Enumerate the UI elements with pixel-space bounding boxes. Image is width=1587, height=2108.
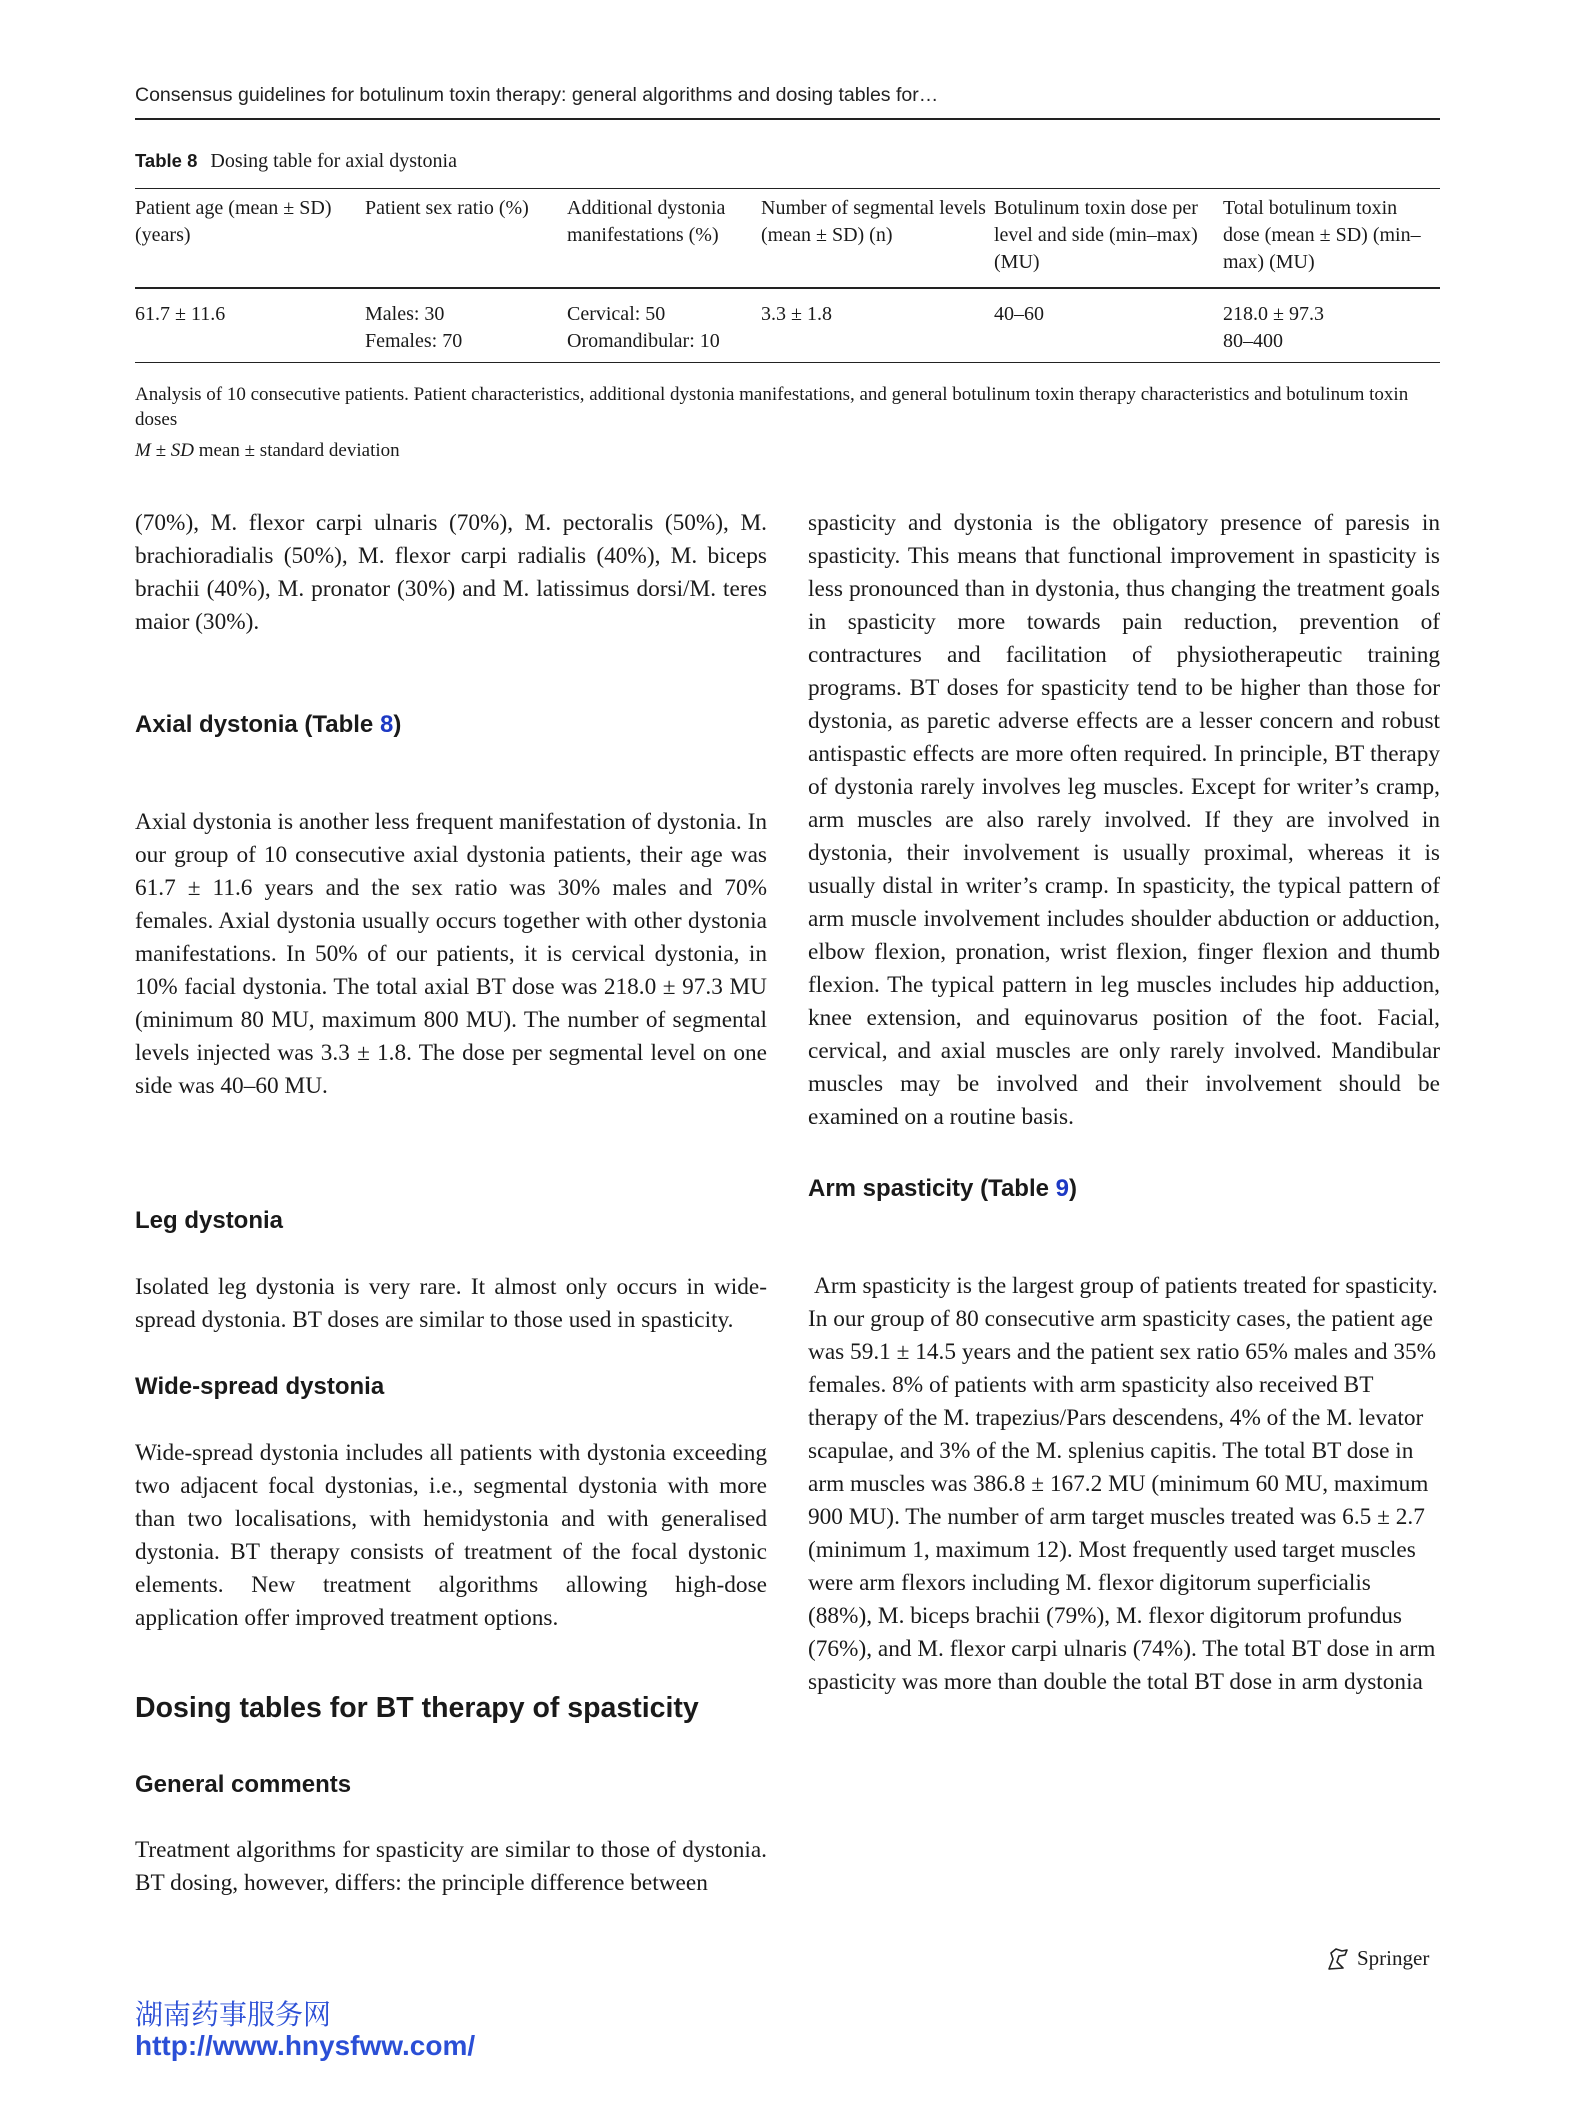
header-total-dose: Total botulinum toxin dose (mean ± SD) (min–max) (MU) xyxy=(1223,189,1440,289)
cell-sex xyxy=(365,288,567,363)
cell-sex-females: Females: 70 xyxy=(365,330,463,352)
table-9-link[interactable]: 9 xyxy=(1055,1175,1069,1202)
header-segmental-levels: Number of segmental levels (mean ± SD) (n) xyxy=(761,189,994,289)
heading-axial-text: Axial dystonia (Table xyxy=(135,711,380,738)
header-additional-manifestations: Additional dystonia manifestations (%) xyxy=(567,189,761,289)
cell-manif-cervical: Cervical: 50 xyxy=(567,303,666,325)
heading-arm-spasticity xyxy=(808,1172,1077,1205)
dosing-table xyxy=(135,188,1440,363)
heading-general-comments: General comments xyxy=(135,1771,352,1798)
cell-age-value: 61.7 ± 11.6 xyxy=(135,303,226,325)
header-patient-age: Patient age (mean ± SD) (years) xyxy=(135,189,365,289)
heading-axial-dystonia xyxy=(135,708,401,741)
heading-arm-close: ) xyxy=(1069,1175,1077,1202)
paragraph-arm-spasticity: Arm spasticity is the largest group of patients treated for spasticity. In our group of 80 consecutive arm spasticity cases, the patient age was 59.1 ± 14.5 years and the patient sex ratio 65% males and 35% females. 8% of patients with arm spasticity also received BT therapy of the M. trapezius/Pars descendens, 4% of the M. levator scapulae, and 3% of the M. splenius capitis. The total BT dose in arm muscles was 386.8 ± 167.2 MU (minimum 60 MU, maximum 900 MU). The number of arm target muscles treated was 6.5 ± 2.7 (minimum 1, maximum 12). Most frequently used target muscles were arm flexors including M. flexor digitorum superficialis (88%), M. biceps brachii (79%), M. flexor digitorum profundus (76%), and M. flexor carpi ulnaris (74%). The total BT dose in arm spasticity was more than double the total BT dose in arm dystonia xyxy=(808,1273,1438,1695)
cell-manif-oromandibular: Oromandibular: 10 xyxy=(567,330,720,352)
header-rule xyxy=(135,118,1440,120)
cell-dose-per-level-value: 40–60 xyxy=(994,303,1044,325)
abbreviation-term: M ± SD xyxy=(135,440,194,461)
springer-horse-icon xyxy=(1325,1947,1351,1971)
table-row xyxy=(135,288,1440,363)
table-footnote: Analysis of 10 consecutive patients. Patient characteristics, additional dystonia manifestations, and general botulinum toxin therapy characteristics and botulinum toxin doses xyxy=(135,384,1409,430)
paragraph-continued: (70%), M. flexor carpi ulnaris (70%), M. pectoralis (50%), M. brachioradialis (50%), M. flexor carpi radialis (40%), M. biceps brachii (40%), M. pronator (30%) and M. latissimus dorsi/M. teres maior (30%). xyxy=(135,510,767,635)
table-8-link[interactable]: 8 xyxy=(379,711,394,738)
publisher-logo xyxy=(1325,1946,1429,1971)
cell-manifestations xyxy=(567,288,761,363)
table-caption xyxy=(135,150,457,173)
paragraph-axial-dystonia: Axial dystonia is another less frequent manifestation of dystonia. In our group of 10 consecutive axial dystonia patients, their age was 61.7 ± 11.6 years and the sex ratio was 30% males and 70% females. Axial dystonia usually occurs together with other dystonia manifestations. In 50% of our patients, it is cervical dystonia, in 10% facial dystonia. The total axial BT dose was 218.0 ± 97.3 MU (minimum 80 MU, maximum 800 MU). The number of segmental levels injected was 3.3 ± 1.8. The dose per segmental level on one side was 40–60 MU. xyxy=(135,809,767,1099)
cell-total-dose xyxy=(1223,288,1440,363)
table-abbreviation xyxy=(135,440,400,462)
heading-leg-dystonia: Leg dystonia xyxy=(135,1207,284,1234)
abbreviation-definition: mean ± standard deviation xyxy=(198,440,400,461)
table-label: Table 8 xyxy=(135,150,198,171)
running-head: Consensus guidelines for botulinum toxin therapy: general algorithms and dosing tables for… xyxy=(135,84,939,106)
cell-total-range: 80–400 xyxy=(1223,330,1283,352)
paragraph-spasticity-vs-dystonia: spasticity and dystonia is the obligatory presence of paresis in spasticity. This means that functional improvement in spasticity is less pronounced than in dystonia, thus changing the treatment goals in spasticity more towards pain reduction, prevention of contractures and facilitation of physiotherapeutic training programs. BT doses for spasticity tend to be higher than those for dystonia, as paretic adverse effects are a lesser concern and robust antispastic effects are more often required. In principle, BT therapy of dystonia rarely involves leg muscles. Except for writer’s cramp, arm muscles are also rarely involved. If they are involved in dystonia, their involvement is usually proximal, whereas it is usually distal in writer’s cramp. In spasticity, the typical pattern of arm muscle involvement includes shoulder abduction or adduction, elbow flexion, pronation, wrist flexion, finger flexion and thumb flexion. The typical pattern in leg muscles includes hip adduction, knee extension, and equinovarus position of the foot. Facial, cervical, and axial muscles are only rarely involved. Mandibular muscles may be involved and their involvement should be examined on a routine basis. xyxy=(808,510,1440,1130)
paragraph-general-comments: Treatment algorithms for spasticity are similar to those of dystonia. BT dosing, however, differs: the principle difference between xyxy=(135,1837,767,1896)
publisher-name: Springer xyxy=(1357,1946,1430,1970)
header-dose-per-level: Botulinum toxin dose per level and side (min–max) (MU) xyxy=(994,189,1223,289)
table-header-row xyxy=(135,189,1440,289)
paragraph-leg-dystonia: Isolated leg dystonia is very rare. It almost only occurs in wide-spread dystonia. BT doses are similar to those used in spasticity. xyxy=(135,1274,767,1333)
cell-age xyxy=(135,288,365,363)
header-sex-ratio: Patient sex ratio (%) xyxy=(365,189,567,289)
table-title: Dosing table for axial dystonia xyxy=(210,150,457,172)
heading-wide-spread-dystonia: Wide-spread dystonia xyxy=(135,1373,385,1400)
cell-dose-per-level xyxy=(994,288,1223,363)
watermark-url[interactable]: http://www.hnysfww.com/ xyxy=(135,2030,476,2061)
cell-sex-males: Males: 30 xyxy=(365,303,445,325)
cell-levels xyxy=(761,288,994,363)
dosing-table-container xyxy=(135,188,1440,363)
heading-axial-close: ) xyxy=(393,711,402,738)
watermark-site-name: 湖南药事服务网 xyxy=(135,1998,332,2031)
paragraph-wide-spread-dystonia: Wide-spread dystonia includes all patients with dystonia exceeding two adjacent focal dystonias, i.e., segmental dystonia with more than two localisations, with hemidystonia and with generalised dystonia. BT therapy consists of treatment of the focal dystonic elements. New treatment algorithms allowing high-dose application offer improved treatment options. xyxy=(135,1440,767,1631)
heading-arm-text: Arm spasticity (Table xyxy=(808,1175,1056,1202)
heading-dosing-tables-spasticity: Dosing tables for BT therapy of spasticity xyxy=(135,1692,699,1724)
cell-levels-value: 3.3 ± 1.8 xyxy=(761,303,832,325)
cell-total-mean: 218.0 ± 97.3 xyxy=(1223,303,1324,325)
